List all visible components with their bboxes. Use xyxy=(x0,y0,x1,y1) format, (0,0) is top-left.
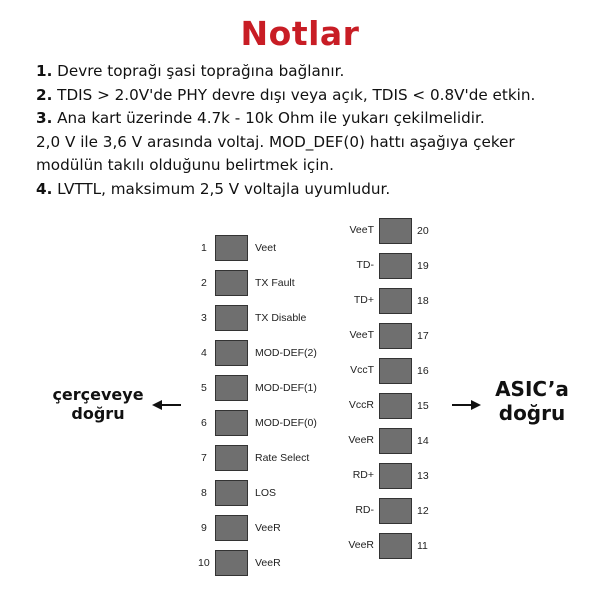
note-4: 4. LVTTL, maksimum 2,5 V voltajla uyumludur. xyxy=(36,179,391,198)
pin-2-label: TX Fault xyxy=(255,277,295,289)
pin-18-number: 18 xyxy=(417,295,429,307)
left-direction-label: çerçeveye doğru xyxy=(52,385,144,423)
pin-16-label: VccT xyxy=(350,364,374,376)
pin-2-number: 2 xyxy=(201,277,207,289)
pin-3-label: TX Disable xyxy=(255,312,307,324)
pin-12-label: RD- xyxy=(355,504,374,516)
pin-14-number: 14 xyxy=(417,435,429,447)
pin-13-number: 13 xyxy=(417,470,429,482)
pin-3-number: 3 xyxy=(201,312,207,324)
pin-16-number: 16 xyxy=(417,365,429,377)
pin-9-number: 9 xyxy=(201,522,207,534)
pin-17-label: VeeT xyxy=(349,329,374,341)
pin-10-number: 10 xyxy=(198,557,210,569)
pin-13-label: RD+ xyxy=(352,469,374,481)
pin-6-number: 6 xyxy=(201,417,207,429)
pin-15-number: 15 xyxy=(417,400,429,412)
note-3-cont-b: modülün takılı olduğunu belirtmek için. xyxy=(36,156,334,175)
pin-15-label: VccR xyxy=(348,399,374,411)
pin-4-number: 4 xyxy=(201,347,207,359)
right-arrow-icon xyxy=(452,400,481,410)
pin-9-label: VeeR xyxy=(255,522,281,534)
pin-17-number: 17 xyxy=(417,330,429,342)
note-1: 1. Devre toprağı şasi toprağına bağlanır. xyxy=(36,62,345,80)
pin-18-label: TD+ xyxy=(353,294,374,306)
pin-5-number: 5 xyxy=(201,382,207,394)
pin-11-number: 11 xyxy=(417,540,428,552)
pin-4-label: MOD-DEF(2) xyxy=(255,347,317,359)
pin-1-number: 1 xyxy=(201,242,207,254)
pin-19-number: 19 xyxy=(417,260,429,272)
pin-20-number: 20 xyxy=(417,225,429,237)
pin-6-label: MOD-DEF(0) xyxy=(255,417,317,429)
pin-8-label: LOS xyxy=(255,487,277,499)
pin-12-number: 12 xyxy=(417,505,429,517)
pin-5-label: MOD-DEF(1) xyxy=(255,382,317,394)
note-3: 3. Ana kart üzerinde 4.7k - 10k Ohm ile yukarı çekilmelidir. xyxy=(36,109,485,128)
pin-19-label: TD- xyxy=(356,259,374,271)
pin-8-number: 8 xyxy=(201,487,207,499)
right-direction-label: ASIC’a doğru xyxy=(495,377,569,425)
pin-7-label: Rate Select xyxy=(255,452,310,464)
left-arrow-icon xyxy=(152,400,181,410)
pin-11-label: VeeR xyxy=(348,539,374,551)
pin-20-label: VeeT xyxy=(349,224,374,236)
pin-10-label: VeeR xyxy=(255,557,281,569)
pin-7-number: 7 xyxy=(201,452,207,464)
page-title: Notlar xyxy=(240,14,360,53)
note-2: 2. TDIS > 2.0V'de PHY devre dışı veya açık, TDIS < 0.8V'de etkin. xyxy=(36,85,536,104)
pin-1-label: Veet xyxy=(255,242,277,254)
note-3-cont-a: 2,0 V ile 3,6 V arasında voltaj. MOD_DEF(0) hattı aşağıya çeker xyxy=(36,132,515,151)
pin-14-label: VeeR xyxy=(348,434,374,446)
